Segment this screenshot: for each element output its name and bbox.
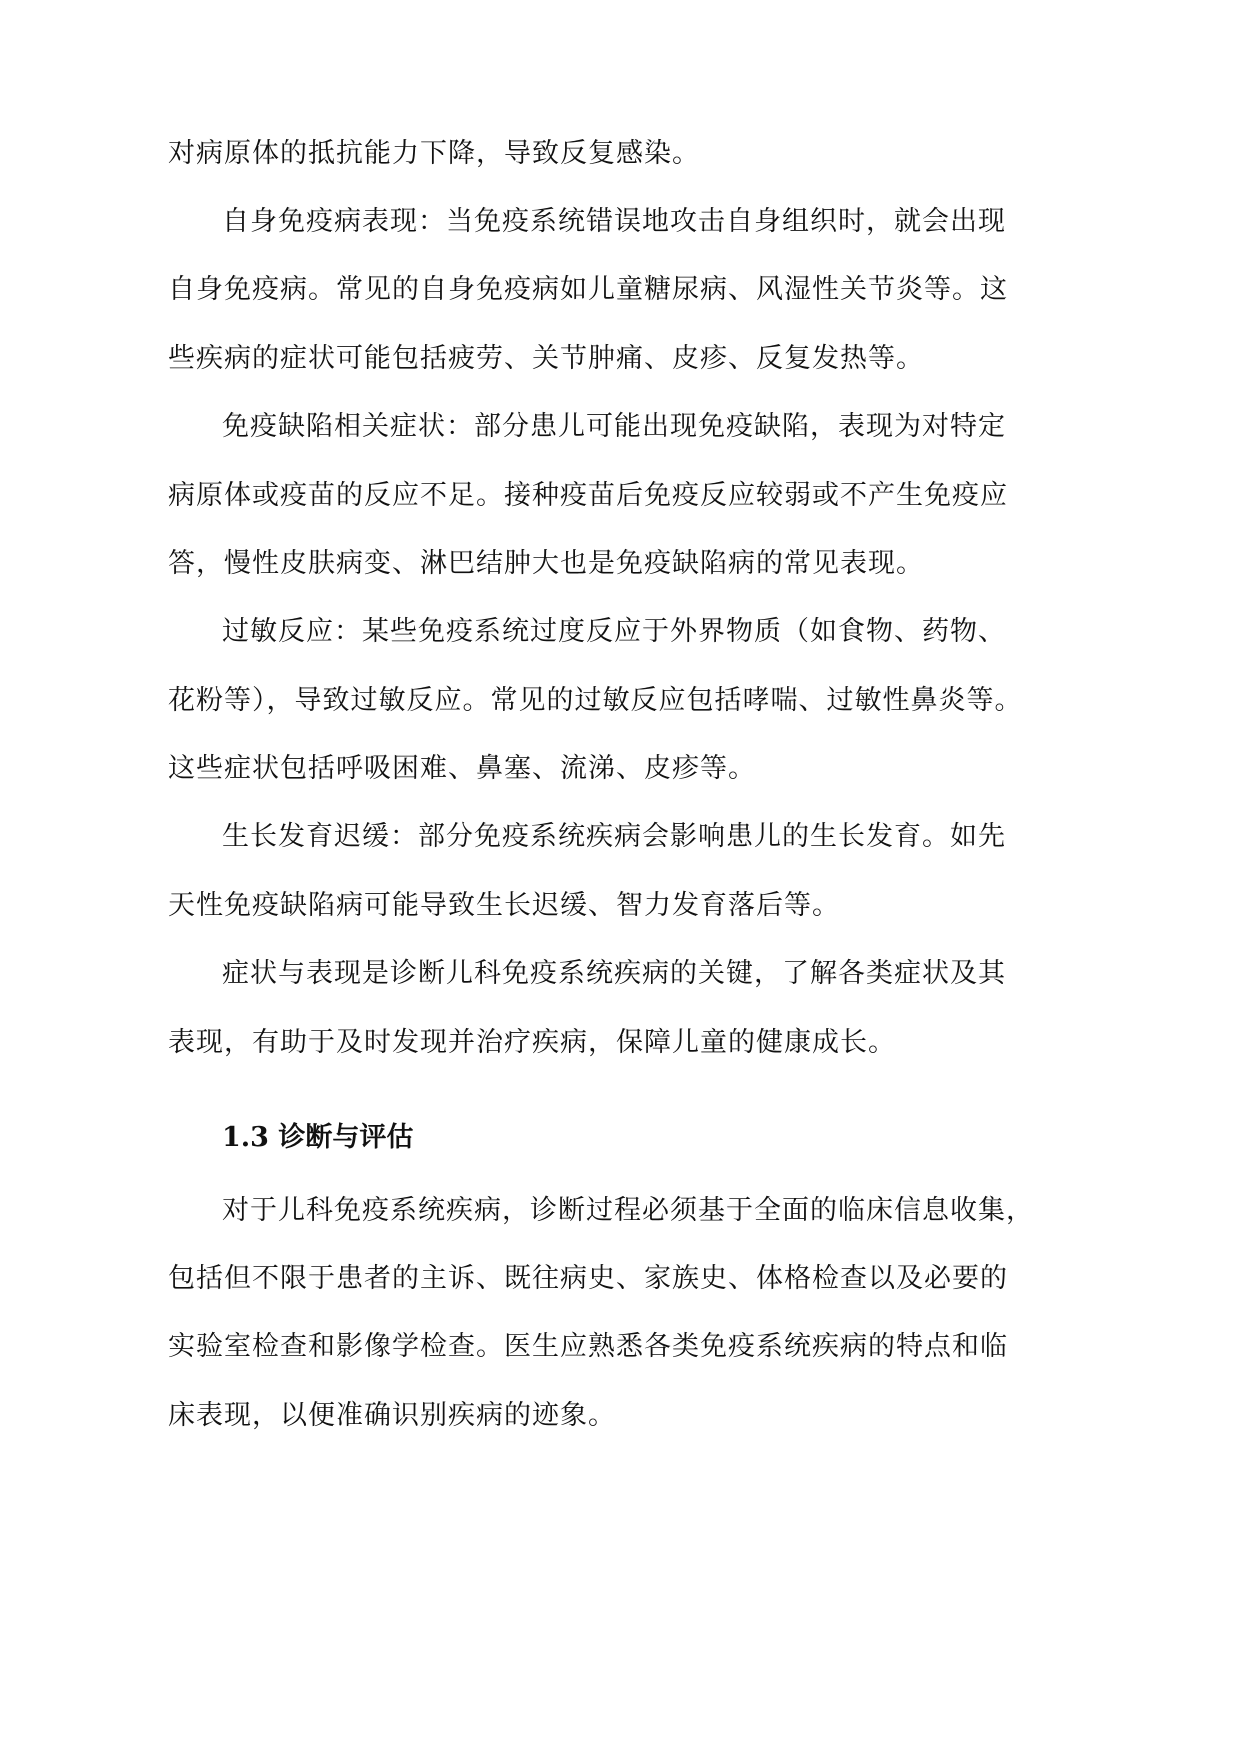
text-line: 实验室检查和影像学检查。医生应熟悉各类免疫系统疾病的特点和临	[168, 1331, 1008, 1362]
text-line: 包括但不限于患者的主诉、既往病史、家族史、体格检查以及必要的	[168, 1263, 1008, 1294]
text-line: 对病原体的抵抗能力下降，导致反复感染。	[168, 138, 700, 169]
paragraph-line: 对于儿科免疫系统疾病，诊断过程必须基于全面的临床信息收集，	[222, 1195, 1034, 1226]
paragraph-line: 生长发育迟缓：部分免疫系统疾病会影响患儿的生长发育。如先	[222, 821, 1006, 852]
text-line: 表现，有助于及时发现并治疗疾病，保障儿童的健康成长。	[168, 1027, 896, 1058]
text-line: 自身免疫病。常见的自身免疫病如儿童糖尿病、风湿性关节炎等。这	[168, 274, 1008, 305]
paragraph-line: 自身免疫病表现：当免疫系统错误地攻击自身组织时，就会出现	[222, 206, 1006, 237]
text-line: 花粉等），导致过敏反应。常见的过敏反应包括哮喘、过敏性鼻炎等。	[168, 685, 1023, 716]
paragraph-line: 症状与表现是诊断儿科免疫系统疾病的关键，了解各类症状及其	[222, 958, 1006, 989]
paragraph-line: 免疫缺陷相关症状：部分患儿可能出现免疫缺陷，表现为对特定	[222, 411, 1006, 442]
text-line: 些疾病的症状可能包括疲劳、关节肿痛、皮疹、反复发热等。	[168, 343, 924, 374]
text-line: 答，慢性皮肤病变、淋巴结肿大也是免疫缺陷病的常见表现。	[168, 548, 924, 579]
text-line: 这些症状包括呼吸困难、鼻塞、流涕、皮疹等。	[168, 753, 756, 784]
text-line: 病原体或疫苗的反应不足。接种疫苗后免疫反应较弱或不产生免疫应	[168, 480, 1008, 511]
paragraph-line: 过敏反应：某些免疫系统过度反应于外界物质（如食物、药物、	[222, 616, 1006, 647]
section-heading: 1.3 诊断与评估	[222, 1122, 414, 1153]
text-line: 天性免疫缺陷病可能导致生长迟缓、智力发育落后等。	[168, 890, 840, 921]
text-line: 床表现，以便准确识别疾病的迹象。	[168, 1400, 616, 1431]
